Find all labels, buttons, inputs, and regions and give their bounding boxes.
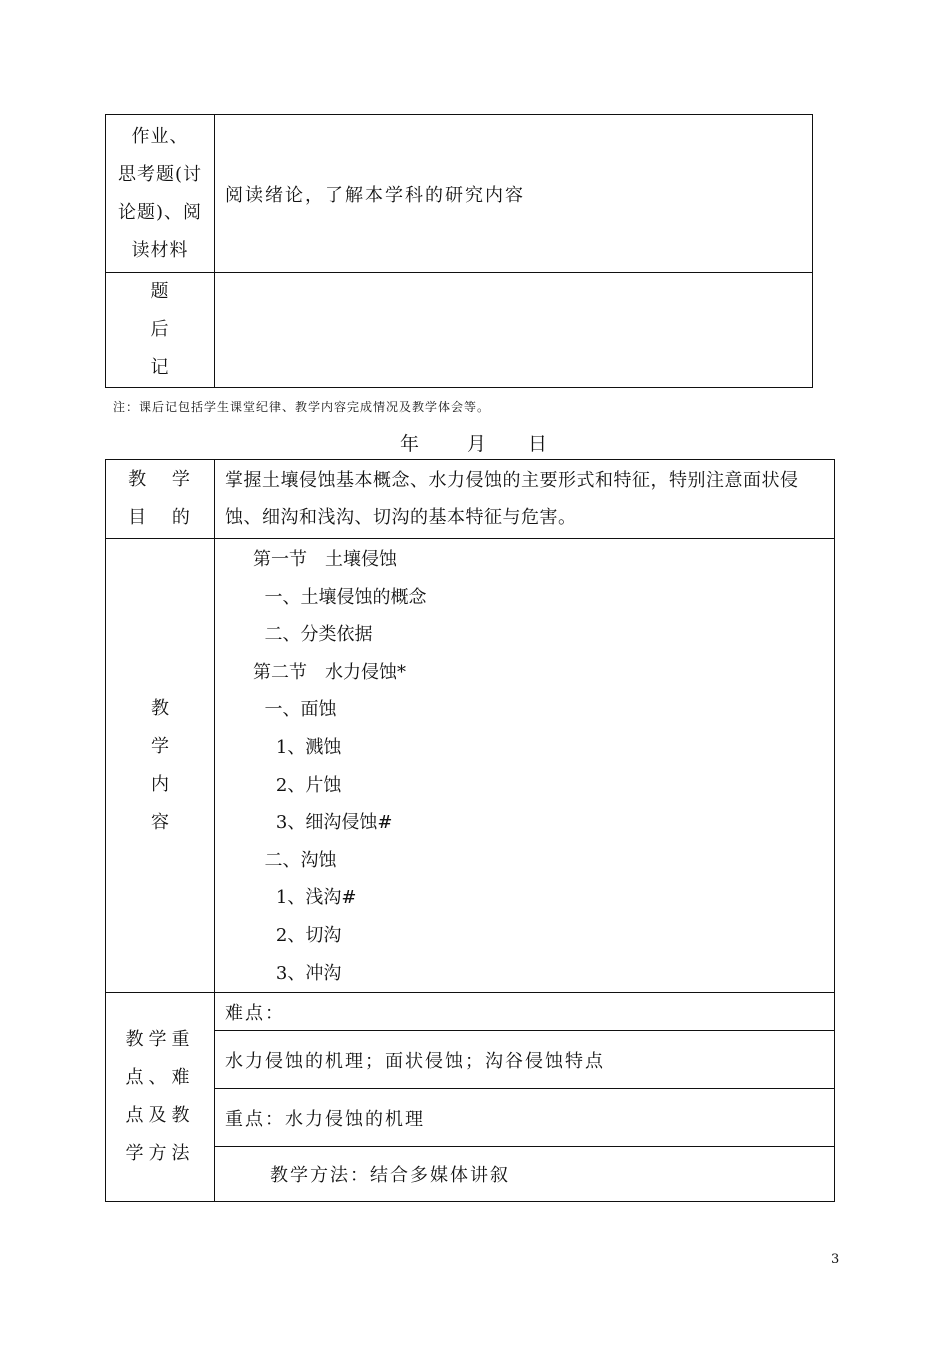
- content-item: 3、冲沟: [253, 962, 342, 984]
- content-item: 2、片蚀: [253, 774, 342, 796]
- content-item: 第二节 水力侵蚀*: [253, 661, 406, 683]
- homework-label-line: 作业、: [131, 125, 189, 147]
- content-label-line: 学: [151, 735, 169, 757]
- method-content: 教学方法：结合多媒体讲叙: [215, 1147, 835, 1202]
- homework-label-line: 论题)、阅: [117, 201, 203, 223]
- date-year: 年: [400, 433, 420, 455]
- postscript-content: [215, 273, 813, 388]
- content-label-line: 容: [151, 811, 169, 833]
- postscript-note: 注：课后记包括学生课堂纪律、教学内容完成情况及教学体会等。: [113, 400, 491, 414]
- date-day: 日: [528, 433, 548, 455]
- date-line: [400, 429, 547, 456]
- difficulty-label: 难点：: [215, 993, 835, 1031]
- lesson-plan-table: [105, 459, 835, 1202]
- homework-table: [105, 114, 813, 388]
- homework-label-line: 思考题(讨: [117, 163, 203, 185]
- content-item: 1、浅沟#: [253, 887, 357, 909]
- content-item: 二、沟蚀: [253, 849, 337, 871]
- content-label-line: 教: [151, 697, 169, 719]
- homework-content: 阅读绪论，了解本学科的研究内容: [215, 115, 813, 273]
- content-item: 2、切沟: [253, 924, 342, 946]
- content-label: [106, 539, 215, 993]
- postscript-label: [106, 273, 215, 388]
- focus-content: 重点：水力侵蚀的机理: [215, 1089, 835, 1147]
- key-label-line: 点、难: [125, 1067, 195, 1089]
- goal-label-line: 教 学: [128, 469, 200, 490]
- key-label-line: 教学重: [125, 1029, 195, 1051]
- content-item: 二、分类依据: [253, 624, 373, 646]
- content-item: 第一节 土壤侵蚀: [253, 549, 397, 570]
- content-item: 一、土壤侵蚀的概念: [253, 586, 427, 608]
- key-label-line: 学方法: [125, 1143, 195, 1165]
- homework-label-line: 读材料: [131, 239, 189, 261]
- content-item: 1、溅蚀: [253, 736, 342, 758]
- key-points-label: [106, 993, 215, 1202]
- postscript-label-line: 题: [150, 281, 170, 302]
- content-label-line: 内: [151, 773, 169, 795]
- key-label-line: 点及教: [125, 1105, 195, 1127]
- content-list: [215, 539, 835, 993]
- content-item: 一、面蚀: [253, 699, 337, 721]
- homework-label: [106, 115, 215, 273]
- difficulty-content: 水力侵蚀的机理；面状侵蚀；沟谷侵蚀特点: [215, 1031, 835, 1089]
- goal-label: [106, 460, 215, 539]
- date-month: 月: [467, 433, 487, 455]
- goal-content: 掌握土壤侵蚀基本概念、水力侵蚀的主要形式和特征，特别注意面状侵蚀、细沟和浅沟、切沟的基本特征与危害。: [215, 460, 835, 539]
- page-number: 3: [831, 1252, 840, 1267]
- postscript-label-line: 后: [150, 319, 170, 340]
- postscript-label-line: 记: [150, 357, 170, 378]
- content-item: 3、细沟侵蚀#: [253, 812, 393, 834]
- goal-label-line: 目 的: [128, 507, 200, 528]
